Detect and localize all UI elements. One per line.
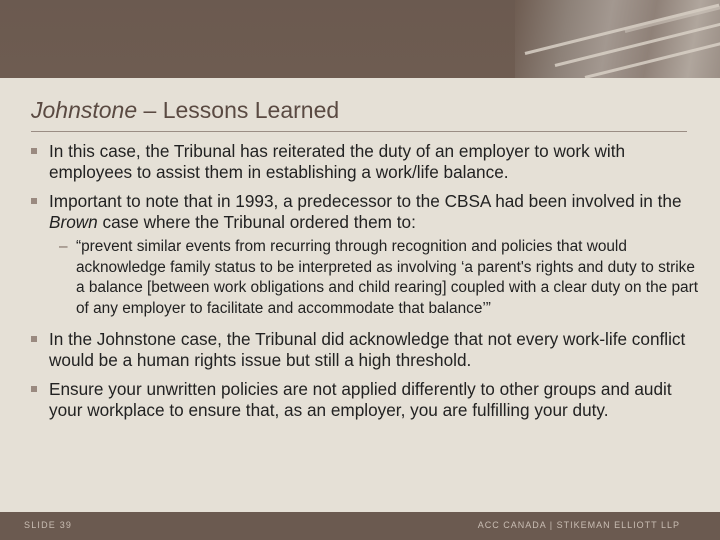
square-bullet-icon — [31, 386, 37, 392]
title-divider — [31, 131, 687, 132]
square-bullet-icon — [31, 148, 37, 154]
dash-bullet-icon: – — [59, 238, 68, 255]
title-emphasis: Johnstone — [31, 97, 138, 123]
slide-title — [31, 97, 339, 124]
bullet-item — [31, 191, 701, 233]
bullet-text: In the Johnstone case, the Tribunal did acknowledge that not every work-life conflict would be a human rights issue but still a high threshold. — [49, 329, 686, 370]
quote-text: “prevent similar events from recurring through recognition and policies that would acknowledge family status to be interpreted as involving ‘a parent's rights and duty to strike a balance [between work obligations and child rearing] coupled with a clear duty on the part of any employer to facilitate and accommodate that balance’” — [76, 238, 698, 317]
header-architecture-image — [515, 0, 720, 78]
square-bullet-icon — [31, 336, 37, 342]
square-bullet-icon — [31, 198, 37, 204]
bullet-text: Important to note that in 1993, a predecessor to the CBSA had been involved in the — [49, 191, 682, 211]
bullet-list — [31, 141, 701, 429]
bullet-text: Ensure your unwritten policies are not applied differently to other groups and audit your workplace to ensure that, as an employer, you are fulfilling your duty. — [49, 379, 672, 420]
sub-bullet-item — [31, 237, 701, 319]
firm-label: ACC CANADA | STIKEMAN ELLIOTT LLP — [477, 520, 680, 530]
bullet-item — [31, 379, 701, 421]
bullet-text: In this case, the Tribunal has reiterated the duty of an employer to work with employees to assist them in establishing a work/life balance. — [49, 141, 626, 182]
slide-number: SLIDE 39 — [24, 520, 73, 530]
footer-bar — [0, 512, 720, 540]
header-band — [0, 0, 720, 78]
case-name: Brown — [49, 212, 98, 232]
bullet-item — [31, 329, 701, 371]
title-rest: – Lessons Learned — [137, 97, 340, 123]
bullet-text-cont: case where the Tribunal ordered them to: — [97, 212, 416, 232]
bullet-item — [31, 141, 701, 183]
